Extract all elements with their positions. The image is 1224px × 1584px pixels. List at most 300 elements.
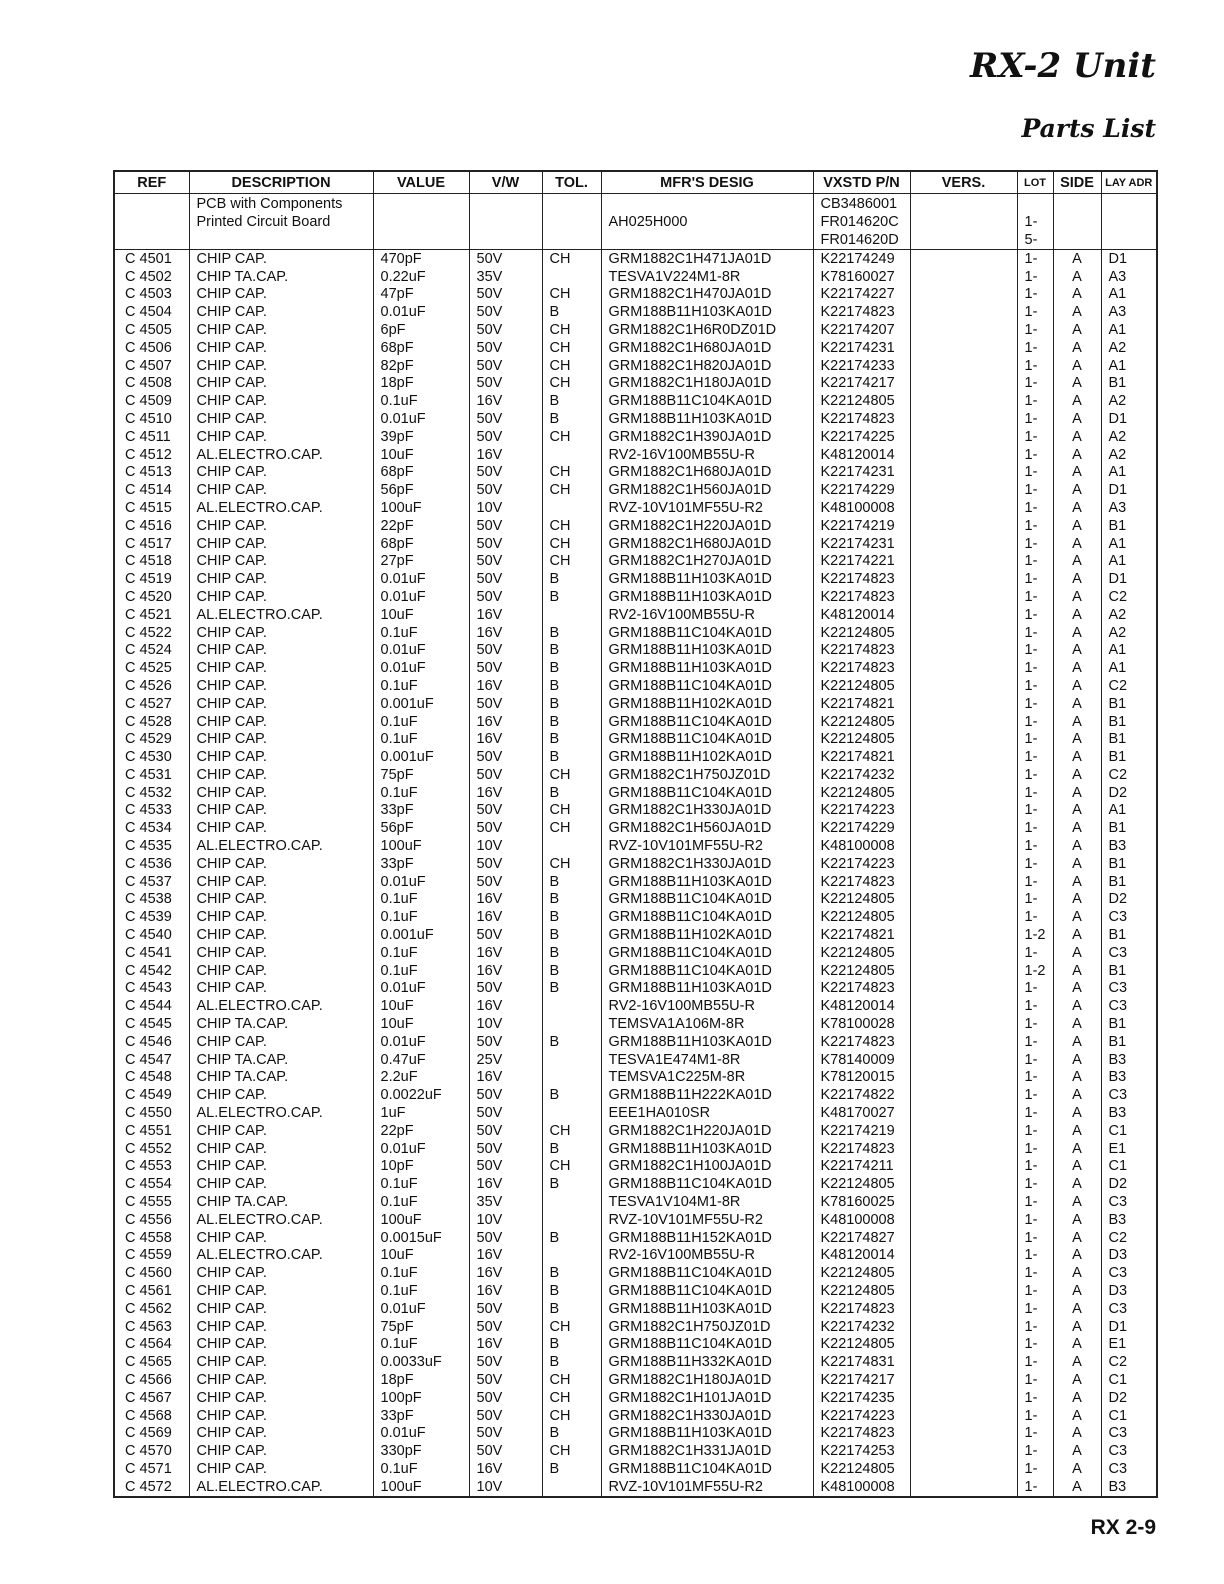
- cell-ref: C 4514: [114, 482, 189, 500]
- cell-lay-adr: C3: [1101, 1087, 1157, 1105]
- cell-ref: C 4518: [114, 553, 189, 571]
- cell-value: 0.01uF: [373, 411, 469, 429]
- table-row: [114, 1389, 1157, 1407]
- cell-description: CHIP CAP.: [189, 731, 373, 749]
- cell-mfrs-desig: [601, 232, 813, 250]
- cell-lot: 1-: [1017, 268, 1053, 286]
- cell-vxstd-pn: K22174253: [813, 1443, 910, 1461]
- cell-lay-adr: C3: [1101, 1461, 1157, 1479]
- table-row: [114, 695, 1157, 713]
- cell-vw: 50V: [469, 1425, 542, 1443]
- cell-vw: 50V: [469, 411, 542, 429]
- cell-side: A: [1053, 375, 1101, 393]
- cell-ref: C 4522: [114, 624, 189, 642]
- cell-lot: 1-: [1017, 322, 1053, 340]
- cell-tol: B: [542, 1336, 601, 1354]
- cell-lot: 1-: [1017, 286, 1053, 304]
- cell-side: A: [1053, 767, 1101, 785]
- cell-mfrs-desig: GRM188B11H103KA01D: [601, 304, 813, 322]
- cell-mfrs-desig: GRM188B11C104KA01D: [601, 944, 813, 962]
- cell-vxstd-pn: K22124805: [813, 1283, 910, 1301]
- cell-ref: C 4554: [114, 1176, 189, 1194]
- table-row: [114, 411, 1157, 429]
- cell-side: A: [1053, 606, 1101, 624]
- cell-value: 0.47uF: [373, 1051, 469, 1069]
- cell-ref: C 4551: [114, 1122, 189, 1140]
- table-row: [114, 357, 1157, 375]
- cell-side: A: [1053, 962, 1101, 980]
- cell-ref: [114, 232, 189, 250]
- cell-lay-adr: D1: [1101, 571, 1157, 589]
- cell-tol: CH: [542, 482, 601, 500]
- cell-lot: 1-: [1017, 1389, 1053, 1407]
- cell-mfrs-desig: [601, 194, 813, 214]
- cell-vers: [910, 838, 1017, 856]
- cell-vxstd-pn: K22174231: [813, 464, 910, 482]
- cell-vers: [910, 1283, 1017, 1301]
- cell-lay-adr: [1101, 194, 1157, 214]
- cell-vxstd-pn: K22174827: [813, 1229, 910, 1247]
- cell-lay-adr: A2: [1101, 606, 1157, 624]
- cell-value: 10uF: [373, 998, 469, 1016]
- col-header-description: DESCRIPTION: [189, 171, 373, 194]
- table-row: [114, 784, 1157, 802]
- table-row: [114, 642, 1157, 660]
- cell-vxstd-pn: K22174831: [813, 1354, 910, 1372]
- cell-side: A: [1053, 820, 1101, 838]
- cell-lot: [1017, 194, 1053, 214]
- page-number: RX 2-9: [1090, 1516, 1156, 1539]
- cell-lot: 1-: [1017, 891, 1053, 909]
- cell-vers: [910, 1247, 1017, 1265]
- cell-tol: [542, 1211, 601, 1229]
- cell-vw: 16V: [469, 784, 542, 802]
- cell-vxstd-pn: K22124805: [813, 891, 910, 909]
- cell-vers: [910, 446, 1017, 464]
- cell-lot: 1-: [1017, 375, 1053, 393]
- cell-lot: 5-: [1017, 232, 1053, 250]
- cell-vxstd-pn: K22124805: [813, 1265, 910, 1283]
- col-header-vxstd-pn: VXSTD P/N: [813, 171, 910, 194]
- cell-description: CHIP CAP.: [189, 749, 373, 767]
- cell-lot: 1-: [1017, 695, 1053, 713]
- table-row: [114, 1016, 1157, 1034]
- cell-value: 33pF: [373, 855, 469, 873]
- cell-vxstd-pn: K22174823: [813, 571, 910, 589]
- cell-vw: [469, 214, 542, 232]
- cell-tol: [542, 232, 601, 250]
- col-header-vw: V/W: [469, 171, 542, 194]
- cell-vw: 10V: [469, 1016, 542, 1034]
- cell-lay-adr: B1: [1101, 713, 1157, 731]
- cell-description: CHIP CAP.: [189, 1336, 373, 1354]
- table-row: [114, 339, 1157, 357]
- table-row: [114, 286, 1157, 304]
- cell-ref: C 4510: [114, 411, 189, 429]
- cell-vxstd-pn: FR014620D: [813, 232, 910, 250]
- cell-tol: [542, 1247, 601, 1265]
- cell-vers: [910, 944, 1017, 962]
- table-row: [114, 446, 1157, 464]
- cell-mfrs-desig: TEMSVA1C225M-8R: [601, 1069, 813, 1087]
- cell-value: 100uF: [373, 1478, 469, 1497]
- cell-vw: 50V: [469, 1122, 542, 1140]
- cell-vxstd-pn: K22174823: [813, 1140, 910, 1158]
- cell-tol: B: [542, 731, 601, 749]
- cell-description: CHIP CAP.: [189, 393, 373, 411]
- cell-mfrs-desig: GRM188B11C104KA01D: [601, 713, 813, 731]
- cell-side: A: [1053, 428, 1101, 446]
- cell-ref: C 4562: [114, 1300, 189, 1318]
- cell-ref: C 4547: [114, 1051, 189, 1069]
- cell-description: AL.ELECTRO.CAP.: [189, 838, 373, 856]
- cell-ref: [114, 194, 189, 214]
- table-row: [114, 1283, 1157, 1301]
- cell-lot: 1-: [1017, 838, 1053, 856]
- cell-mfrs-desig: RVZ-10V101MF55U-R2: [601, 838, 813, 856]
- cell-mfrs-desig: GRM1882C1H560JA01D: [601, 820, 813, 838]
- table-row: [114, 1300, 1157, 1318]
- cell-tol: CH: [542, 820, 601, 838]
- cell-side: A: [1053, 482, 1101, 500]
- table-row: [114, 304, 1157, 322]
- cell-mfrs-desig: GRM1882C1H820JA01D: [601, 357, 813, 375]
- cell-vers: [910, 695, 1017, 713]
- table-row: [114, 1354, 1157, 1372]
- cell-mfrs-desig: GRM188B11C104KA01D: [601, 909, 813, 927]
- cell-side: A: [1053, 1443, 1101, 1461]
- cell-side: A: [1053, 749, 1101, 767]
- cell-value: 0.01uF: [373, 660, 469, 678]
- cell-mfrs-desig: GRM188B11H103KA01D: [601, 642, 813, 660]
- cell-lot: 1-: [1017, 944, 1053, 962]
- cell-value: 0.01uF: [373, 873, 469, 891]
- cell-value: [373, 232, 469, 250]
- cell-lot: 1-2: [1017, 962, 1053, 980]
- cell-tol: [542, 1016, 601, 1034]
- cell-tol: B: [542, 784, 601, 802]
- cell-lay-adr: B1: [1101, 375, 1157, 393]
- cell-tol: B: [542, 304, 601, 322]
- cell-mfrs-desig: TEMSVA1A106M-8R: [601, 1016, 813, 1034]
- cell-lot: 1-: [1017, 517, 1053, 535]
- table-row: [114, 589, 1157, 607]
- cell-lot: 1-: [1017, 428, 1053, 446]
- cell-vers: [910, 1122, 1017, 1140]
- cell-vw: 50V: [469, 250, 542, 268]
- cell-ref: C 4524: [114, 642, 189, 660]
- cell-tol: CH: [542, 1389, 601, 1407]
- cell-vxstd-pn: K78160027: [813, 268, 910, 286]
- cell-mfrs-desig: GRM188B11H332KA01D: [601, 1354, 813, 1372]
- cell-side: A: [1053, 838, 1101, 856]
- cell-lay-adr: D2: [1101, 891, 1157, 909]
- cell-value: 0.0022uF: [373, 1087, 469, 1105]
- cell-ref: C 4509: [114, 393, 189, 411]
- cell-vxstd-pn: K22174231: [813, 535, 910, 553]
- cell-description: CHIP CAP.: [189, 891, 373, 909]
- table-row: [114, 962, 1157, 980]
- cell-vers: [910, 1443, 1017, 1461]
- cell-description: CHIP CAP.: [189, 1033, 373, 1051]
- cell-lay-adr: A2: [1101, 446, 1157, 464]
- cell-vxstd-pn: K22174217: [813, 1372, 910, 1390]
- cell-description: CHIP CAP.: [189, 322, 373, 340]
- cell-lay-adr: [1101, 214, 1157, 232]
- cell-lot: 1-: [1017, 1461, 1053, 1479]
- table-row: [114, 1122, 1157, 1140]
- cell-lot: 1-: [1017, 713, 1053, 731]
- cell-side: A: [1053, 304, 1101, 322]
- cell-vw: 50V: [469, 553, 542, 571]
- cell-description: AL.ELECTRO.CAP.: [189, 1478, 373, 1497]
- cell-mfrs-desig: GRM188B11H103KA01D: [601, 1300, 813, 1318]
- cell-vers: [910, 214, 1017, 232]
- cell-lot: 1-: [1017, 500, 1053, 518]
- cell-vxstd-pn: K22174823: [813, 411, 910, 429]
- cell-value: [373, 194, 469, 214]
- table-row: [114, 500, 1157, 518]
- cell-ref: C 4568: [114, 1407, 189, 1425]
- cell-side: A: [1053, 1425, 1101, 1443]
- cell-vxstd-pn: K22174235: [813, 1389, 910, 1407]
- cell-ref: C 4546: [114, 1033, 189, 1051]
- cell-side: A: [1053, 1389, 1101, 1407]
- cell-mfrs-desig: GRM1882C1H6R0DZ01D: [601, 322, 813, 340]
- cell-tol: B: [542, 944, 601, 962]
- cell-vers: [910, 1336, 1017, 1354]
- cell-side: A: [1053, 980, 1101, 998]
- cell-side: A: [1053, 1461, 1101, 1479]
- cell-description: CHIP CAP.: [189, 1265, 373, 1283]
- cell-vers: [910, 855, 1017, 873]
- cell-value: 0.1uF: [373, 393, 469, 411]
- cell-lot: 1-: [1017, 553, 1053, 571]
- cell-value: 0.01uF: [373, 589, 469, 607]
- cell-vw: 50V: [469, 304, 542, 322]
- cell-tol: [542, 998, 601, 1016]
- col-header-value: VALUE: [373, 171, 469, 194]
- cell-side: A: [1053, 268, 1101, 286]
- cell-vers: [910, 1318, 1017, 1336]
- cell-side: [1053, 214, 1101, 232]
- cell-vxstd-pn: K22174232: [813, 767, 910, 785]
- cell-ref: C 4561: [114, 1283, 189, 1301]
- cell-vers: [910, 1069, 1017, 1087]
- cell-vers: [910, 304, 1017, 322]
- cell-ref: C 4571: [114, 1461, 189, 1479]
- cell-vers: [910, 339, 1017, 357]
- cell-value: 0.0033uF: [373, 1354, 469, 1372]
- col-header-vers: VERS.: [910, 171, 1017, 194]
- cell-value: 10uF: [373, 446, 469, 464]
- cell-description: AL.ELECTRO.CAP.: [189, 1211, 373, 1229]
- cell-vxstd-pn: K22174233: [813, 357, 910, 375]
- cell-lay-adr: B1: [1101, 820, 1157, 838]
- table-row: [114, 855, 1157, 873]
- cell-description: CHIP CAP.: [189, 589, 373, 607]
- cell-lot: 1-: [1017, 1283, 1053, 1301]
- cell-vw: 50V: [469, 820, 542, 838]
- cell-vxstd-pn: K22174823: [813, 589, 910, 607]
- cell-description: CHIP CAP.: [189, 286, 373, 304]
- cell-vw: 16V: [469, 1336, 542, 1354]
- cell-vw: 50V: [469, 535, 542, 553]
- cell-ref: C 4503: [114, 286, 189, 304]
- cell-side: A: [1053, 891, 1101, 909]
- cell-vxstd-pn: K22174822: [813, 1087, 910, 1105]
- table-row: [114, 891, 1157, 909]
- cell-vers: [910, 589, 1017, 607]
- cell-lay-adr: B1: [1101, 517, 1157, 535]
- cell-description: CHIP CAP.: [189, 784, 373, 802]
- cell-description: PCB with Components: [189, 194, 373, 214]
- cell-vers: [910, 767, 1017, 785]
- cell-value: 0.1uF: [373, 1283, 469, 1301]
- cell-vxstd-pn: K22174225: [813, 428, 910, 446]
- cell-description: CHIP CAP.: [189, 927, 373, 945]
- table-row: [114, 678, 1157, 696]
- cell-side: A: [1053, 1336, 1101, 1354]
- table-row: [114, 802, 1157, 820]
- cell-tol: B: [542, 411, 601, 429]
- cell-side: A: [1053, 1283, 1101, 1301]
- cell-lot: 1-: [1017, 446, 1053, 464]
- cell-side: A: [1053, 571, 1101, 589]
- cell-vw: 50V: [469, 322, 542, 340]
- cell-vw: 50V: [469, 927, 542, 945]
- cell-mfrs-desig: GRM188B11C104KA01D: [601, 1461, 813, 1479]
- table-row: [114, 1194, 1157, 1212]
- cell-value: 0.01uF: [373, 304, 469, 322]
- cell-vxstd-pn: K22174229: [813, 482, 910, 500]
- cell-tol: [542, 446, 601, 464]
- cell-lay-adr: D1: [1101, 1318, 1157, 1336]
- cell-side: A: [1053, 909, 1101, 927]
- cell-vers: [910, 1407, 1017, 1425]
- cell-ref: C 4506: [114, 339, 189, 357]
- cell-side: A: [1053, 1229, 1101, 1247]
- cell-mfrs-desig: GRM188B11H103KA01D: [601, 571, 813, 589]
- cell-vxstd-pn: K22174821: [813, 927, 910, 945]
- cell-value: 56pF: [373, 482, 469, 500]
- cell-lot: 1-: [1017, 1105, 1053, 1123]
- cell-mfrs-desig: GRM188B11C104KA01D: [601, 1336, 813, 1354]
- cell-vers: [910, 232, 1017, 250]
- cell-lot: 1-: [1017, 1336, 1053, 1354]
- cell-vers: [910, 642, 1017, 660]
- cell-mfrs-desig: GRM1882C1H680JA01D: [601, 339, 813, 357]
- cell-side: A: [1053, 713, 1101, 731]
- cell-vw: 16V: [469, 678, 542, 696]
- cell-value: 68pF: [373, 535, 469, 553]
- cell-mfrs-desig: GRM1882C1H390JA01D: [601, 428, 813, 446]
- cell-vxstd-pn: K22124805: [813, 909, 910, 927]
- cell-side: A: [1053, 1016, 1101, 1034]
- table-row: [114, 1051, 1157, 1069]
- cell-vw: 10V: [469, 838, 542, 856]
- cell-description: CHIP CAP.: [189, 1407, 373, 1425]
- cell-lay-adr: A2: [1101, 428, 1157, 446]
- cell-vers: [910, 1016, 1017, 1034]
- cell-vxstd-pn: K22124805: [813, 784, 910, 802]
- cell-side: A: [1053, 1372, 1101, 1390]
- cell-tol: [542, 1194, 601, 1212]
- cell-lot: 1-: [1017, 1372, 1053, 1390]
- table-row: [114, 1336, 1157, 1354]
- cell-tol: [542, 1105, 601, 1123]
- cell-value: 0.0015uF: [373, 1229, 469, 1247]
- cell-lot: 1-: [1017, 802, 1053, 820]
- cell-value: 22pF: [373, 1122, 469, 1140]
- cell-tol: B: [542, 927, 601, 945]
- cell-lay-adr: B1: [1101, 873, 1157, 891]
- cell-vxstd-pn: K48120014: [813, 998, 910, 1016]
- cell-lot: 1-: [1017, 464, 1053, 482]
- cell-lay-adr: A2: [1101, 624, 1157, 642]
- cell-value: 0.01uF: [373, 1425, 469, 1443]
- cell-side: A: [1053, 589, 1101, 607]
- table-row: [114, 838, 1157, 856]
- cell-side: A: [1053, 464, 1101, 482]
- cell-vers: [910, 980, 1017, 998]
- cell-description: CHIP CAP.: [189, 1425, 373, 1443]
- cell-side: A: [1053, 517, 1101, 535]
- cell-ref: C 4543: [114, 980, 189, 998]
- cell-description: CHIP CAP.: [189, 1158, 373, 1176]
- cell-side: A: [1053, 802, 1101, 820]
- cell-description: CHIP TA.CAP.: [189, 1016, 373, 1034]
- cell-tol: B: [542, 1461, 601, 1479]
- cell-vw: 50V: [469, 1318, 542, 1336]
- cell-vers: [910, 1158, 1017, 1176]
- cell-side: A: [1053, 695, 1101, 713]
- cell-mfrs-desig: GRM1882C1H330JA01D: [601, 802, 813, 820]
- cell-vxstd-pn: K22174823: [813, 1033, 910, 1051]
- cell-vxstd-pn: K22174223: [813, 802, 910, 820]
- cell-description: CHIP CAP.: [189, 695, 373, 713]
- cell-value: 82pF: [373, 357, 469, 375]
- cell-lot: 1-: [1017, 1194, 1053, 1212]
- cell-tol: CH: [542, 339, 601, 357]
- cell-vw: 50V: [469, 464, 542, 482]
- cell-lay-adr: A1: [1101, 286, 1157, 304]
- cell-side: A: [1053, 731, 1101, 749]
- cell-lay-adr: B1: [1101, 855, 1157, 873]
- cell-ref: C 4530: [114, 749, 189, 767]
- cell-vxstd-pn: K78120015: [813, 1069, 910, 1087]
- cell-vxstd-pn: K22174823: [813, 642, 910, 660]
- cell-mfrs-desig: GRM188B11H102KA01D: [601, 749, 813, 767]
- cell-value: 56pF: [373, 820, 469, 838]
- cell-vers: [910, 1478, 1017, 1497]
- cell-ref: C 4507: [114, 357, 189, 375]
- cell-side: A: [1053, 944, 1101, 962]
- cell-mfrs-desig: GRM1882C1H330JA01D: [601, 855, 813, 873]
- cell-side: A: [1053, 393, 1101, 411]
- cell-lot: 1-: [1017, 1425, 1053, 1443]
- cell-ref: C 4511: [114, 428, 189, 446]
- cell-mfrs-desig: GRM188B11C104KA01D: [601, 731, 813, 749]
- cell-lay-adr: B1: [1101, 962, 1157, 980]
- cell-value: 47pF: [373, 286, 469, 304]
- col-header-side: SIDE: [1053, 171, 1101, 194]
- cell-lot: 1-: [1017, 1140, 1053, 1158]
- cell-value: 33pF: [373, 802, 469, 820]
- cell-description: CHIP TA.CAP.: [189, 1194, 373, 1212]
- cell-side: A: [1053, 1265, 1101, 1283]
- cell-tol: CH: [542, 1158, 601, 1176]
